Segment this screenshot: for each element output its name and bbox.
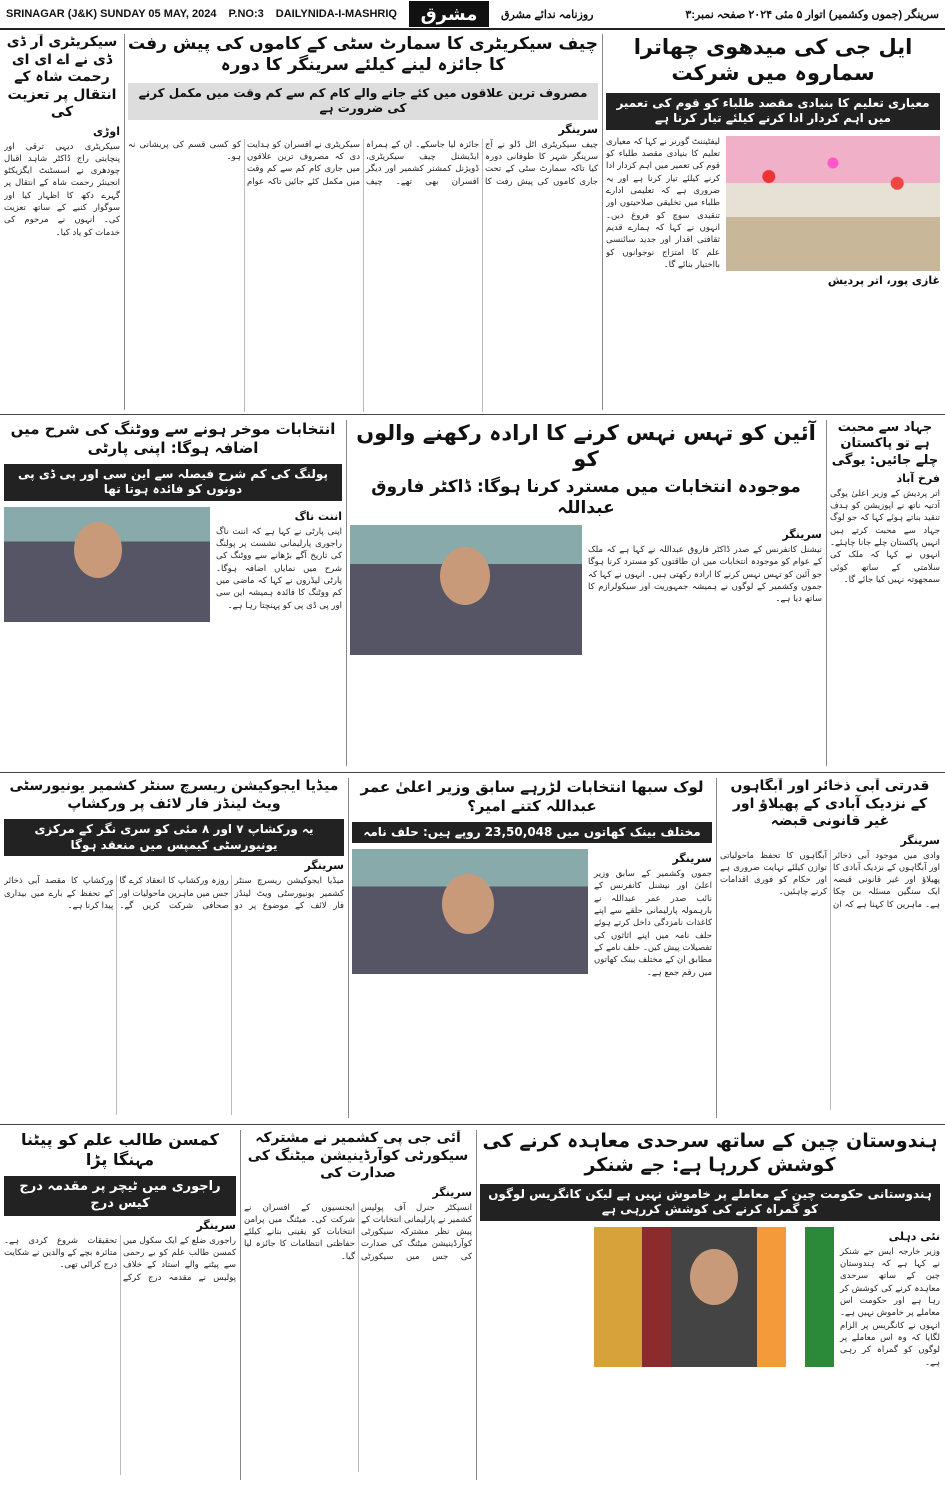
article-jc-byline: نئی دہلی: [888, 1229, 940, 1243]
article-sec-body: سیکریٹری دیہی ترقی اور پنچایتی راج ڈاکٹر شاہد اقبال چودھری نے اسسٹنٹ ایگزیکٹو انجینئر رحمت شاہ کے انتقال پر گہرے دکھ کا اظہار کیا اور سوگوار کنبے کے ساتھ تعزیت کی۔ انہوں نے مرحوم کی خدمات کو یاد کیا۔: [4, 141, 120, 238]
row-divider: [0, 414, 945, 415]
article-jc-photo: [594, 1227, 834, 1367]
divider: [240, 1130, 241, 1480]
article-el-headline: انتخابات موخر ہونے سے ووٹنگ کی شرح میں اضافہ ہوگا: اپنی پارٹی: [10, 420, 336, 457]
article-cs-headline: چیف سیکریٹری کا سمارٹ سٹی کے کاموں کی پیش رفت کا جائزہ لینے کیلئے سرینگر کا دورہ: [128, 34, 598, 76]
article-oa: [352, 778, 712, 1120]
article-mw-byline: سرینگر: [304, 859, 344, 873]
article-fa-headline: آئین کو تہس نہس کرنے کا ارادہ رکھنے والوں کو: [356, 421, 816, 472]
article-ig-headline: آئی جی پی کشمیر نے مشترکہ سیکورٹی کوآرڈینیشن میٹنگ کی صدارت کی: [247, 1130, 469, 1181]
article-el-photo: [4, 507, 210, 622]
article-cs-subheadline: مصروف ترین علاقوں میں کئے جانے والے کام کم سے کم وقت میں مکمل کرنے کی ضرورت ہے: [128, 83, 598, 120]
article-lg-subheadline: معیاری تعلیم کا بنیادی مقصد طلباء کو قوم کی تعمیر میں اہم کردار ادا کرنے کیلئے تیار کرنا ہے: [606, 93, 940, 130]
article-jh-body: اتر پردیش کے وزیر اعلیٰ یوگی آدتیہ ناتھ نے اپوزیشن کو ہدف تنقید بناتے ہوئے کہا کہ جو لوگ جہاد سے محبت کرتے ہیں انہیں پاکستان چلے جانا چاہئے۔ انہوں نے کہا کہ ملک کی سلامتی کے ساتھ کوئی سمجھوتہ نہیں کیا جائے گا۔: [830, 488, 940, 585]
article-lg-headline: ایل جی کی میدھوی چھاترا سماروہ میں شرکت: [633, 35, 913, 86]
article-cs-body: چیف سیکریٹری اٹل ڈلو نے آج سرینگر شہر کا طوفانی دورہ کیا تاکہ سمارٹ سٹی کے تحت جاری کاموں کی پیش رفت کا جائزہ لیا جاسکے۔ ان کے ہمراہ ایڈیشنل چیف سیکریٹری، ڈویژنل کمشنر کشمیر اور دیگر افسران بھی تھے۔ چیف سیکریٹری نے افسران کو ہدایت دی کہ مصروف ترین علاقوں میں جاری کام کم سے کم وقت میں مکمل کئے جائیں تاکہ عوام کو کسی قسم کی پریشانی نہ ہو۔: [128, 139, 598, 187]
divider: [348, 778, 349, 1118]
article-lg-body: لیفٹیننٹ گورنر نے کہا کہ معیاری تعلیم کا بنیادی مقصد طلباء کو قوم کی تعمیر میں اہم کردار ادا کرنے کیلئے تیار کرنا ہے اور یہ ضروری ہے کہ تعلیمی ادارے طلباء میں تخلیقی صلاحیتوں اور تنقیدی سوچ کو فروغ دیں۔ انہوں نے کہا کہ ہمارے قدیم ثقافتی اقدار اور جدید سائنسی علم کا امتزاج نوجوانوں کو بااختیار بنائے گا۔: [606, 136, 720, 270]
article-jh-byline: فرخ آباد: [896, 471, 940, 485]
paper-logo: مشرق: [409, 1, 489, 27]
article-fa-photo: [350, 525, 582, 655]
article-oa-subheadline: مختلف بینک کھاتوں میں 23,50,048 روپے ہیں: حلف نامہ: [352, 822, 712, 844]
masthead-paper-name: DAILYNIDA-I-MASHRIQ: [275, 8, 397, 20]
article-ks-body: راجوری ضلع کے ایک سکول میں کمسن طالب علم کو بے رحمی سے پیٹنے والے استاد کے خلاف پولیس نے مقدمہ درج کرکے تحقیقات شروع کردی ہے۔ متاثرہ بچے کے والدین نے شکایت درج کرائی تھی۔: [4, 1235, 236, 1283]
article-el-body: اپنی پارٹی نے کہا ہے کہ اننت ناگ راجوری پارلیمانی نشست پر پولنگ کی تاریخ آگے بڑھانے سے ووٹنگ کی شرح میں نمایاں اضافہ ہوگا۔ پارٹی لیڈروں نے کہا کہ ماضی میں کم ووٹنگ کا فائدہ ہمیشہ این سی اور پی ڈی پی کو پہنچتا رہا ہے۔: [216, 526, 342, 611]
article-mw-headline: میڈیا ایجوکیشن ریسرچ سنٹر کشمیر یونیورسٹی ویٹ لینڈز فار لائف پر ورکشاپ: [9, 778, 339, 812]
article-jc-body: وزیر خارجہ ایس جے شنکر نے کہا ہے کہ ہندوستان چین کے ساتھ سرحدی معاہدہ کرنے کی کوشش کر رہا ہے اور حکومت اس معاملے پر خاموش نہیں ہے۔ انہوں نے کانگریس پر الزام لگایا کہ وہ اس معاملے پر لوگوں کو گمراہ کر رہی ہے۔: [840, 1246, 940, 1368]
article-fa-body: نیشنل کانفرنس کے صدر ڈاکٹر فاروق عبداللہ نے کہا ہے کہ ملک کے عوام کو موجودہ انتخابات میں ان طاقتوں کو مسترد کرنا ہوگا جو آئین کو تہس نہس کرنے کا ارادہ رکھتی ہیں۔ انہوں نے کہا کہ جموں وکشمیر کے لوگوں نے ہمیشہ جمہوریت اور سیکولرازم کا ساتھ دیا ہے۔: [588, 545, 822, 605]
article-sec-headline: سیکریٹری آر ڈی ڈی نے اے ای ای رحمت شاہ کے انتقال پر تعزیت کی: [6, 34, 118, 120]
article-mw-subheadline: یہ ورکشاپ ۷ اور ۸ مئی کو سری نگر کے مرکزی یونیورسٹی کیمپس میں منعقد ہوگا: [4, 819, 344, 856]
article-lg: [606, 34, 940, 412]
row-divider: [0, 1124, 945, 1125]
article-oa-body: جموں وکشمیر کے سابق وزیر اعلیٰ اور نیشنل کانفرنس کے نائب صدر عمر عبداللہ نے بارہمولہ پارلیمانی حلقے سے اپنے کاغذات نامزدگی داخل کرتے ہوئے حلف نامہ میں اپنے اثاثوں کی تفصیلات پیش کیں۔ حلف نامے کے مطابق ان کے مختلف بینک کھاتوں میں رقم جمع ہے۔: [594, 869, 712, 978]
article-fa-subheadline: موجودہ انتخابات میں مسترد کرنا ہوگا: ڈاکٹر فاروق عبداللہ: [371, 476, 801, 518]
article-el-subheadline: پولنگ کی کم شرح فیصلہ سے این سی اور پی ڈی پی دونوں کو فائدہ ہوتا تھا: [4, 464, 342, 501]
article-wl-body: وادی میں موجود آبی ذخائر اور آبگاہوں کے نزدیک آبادی کا پھیلاؤ اور غیر قانونی قبضہ ایک سنگین مسئلہ بن چکا ہے۔ ماہرین کا کہنا ہے کہ ان آبگاہوں کا تحفظ ماحولیاتی توازن کیلئے نہایت ضروری ہے اور حکام کو فوری اقدامات کرنے چاہئیں۔: [720, 850, 940, 910]
article-ks-subheadline: راجوری میں ٹیچر پر مقدمہ درج کیس درج: [4, 1176, 236, 1216]
article-oa-byline: سرینگر: [672, 852, 712, 866]
article-cs: [128, 34, 598, 412]
divider: [716, 778, 717, 1118]
article-lg-byline: غازی پور، اتر پردیش: [827, 273, 940, 287]
divider: [124, 34, 125, 410]
article-ks-headline: کمسن طالب علم کو پیٹنا مہنگا پڑا: [21, 1130, 219, 1169]
article-el: [4, 420, 342, 768]
masthead-page-no: P.NO:3: [228, 8, 264, 20]
article-sec: [4, 34, 120, 412]
article-mw-body: میڈیا ایجوکیشن ریسرچ سنٹر کشمیر یونیورسٹی ویٹ لینڈز فار لائف کے موضوع پر دو روزہ ورکشاپ کا انعقاد کرے گا جس میں ماہرین ماحولیات اور صحافی شرکت کریں گے۔ ورکشاپ کا مقصد آبی ذخائر کے تحفظ کے بارے میں بیداری پیدا کرنا ہے۔: [4, 876, 344, 911]
article-jh-headline: جہاد سے محبت ہے تو پاکستان چلے جائیں: یوگی: [831, 420, 939, 468]
article-wl-byline: سرینگر: [900, 833, 940, 847]
masthead-urdu-date: سرینگر (جموں وکشمیر) اتوار ۵ مئی ۲۰۲۴ صفحہ نمبر:۳: [685, 8, 939, 21]
divider: [476, 1130, 477, 1480]
article-ig-body: انسپکٹر جنرل آف پولیس کشمیر نے پارلیمانی انتخابات کے پیش نظر مشترکہ سیکورٹی کوآرڈینیشن میٹنگ کی صدارت کی جس میں سیکورٹی ایجنسیوں کے افسران نے شرکت کی۔ میٹنگ میں پرامن انتخابات کو یقینی بنانے کیلئے حفاظتی انتظامات کا جائزہ لیا گیا۔: [244, 1202, 472, 1262]
article-wl-headline: قدرتی آبی ذخائر اور آبگاہوں کے نزدیک آبادی کے پھیلاؤ اور غیر قانونی قبضہ: [730, 778, 930, 829]
divider: [602, 34, 603, 410]
article-fa-byline: سرینگر: [782, 528, 822, 541]
article-fa: [350, 420, 822, 768]
article-el-byline: اننت ناگ: [294, 509, 342, 523]
article-ig: [244, 1130, 472, 1482]
article-jc: [480, 1130, 940, 1482]
article-cs-byline: سرینگر: [558, 122, 598, 136]
article-ig-byline: سرینگر: [432, 1185, 472, 1199]
article-lg-photo: [726, 136, 940, 271]
masthead-urdu-paper: روزنامہ ندائے مشرق: [500, 8, 594, 21]
article-jh: [830, 420, 940, 768]
masthead-location-date: SRINAGAR (J&K) SUNDAY 05 MAY, 2024: [6, 8, 217, 20]
article-ks: [4, 1130, 236, 1482]
divider: [826, 420, 827, 766]
article-oa-photo: [352, 849, 588, 974]
article-wl: [720, 778, 940, 1120]
article-jc-subheadline: ہندوستانی حکومت چین کے معاملے پر خاموش نہیں ہے لیکن کانگریس لوگوں کو گمراہ کرنے کی کوشش کررہی ہے: [480, 1184, 940, 1221]
masthead: [0, 0, 945, 30]
article-jc-headline: ہندوستان چین کے ساتھ سرحدی معاہدہ کرنے کی کوشش کررہا ہے: جے شنکر: [482, 1130, 938, 1176]
article-oa-headline: لوک سبھا انتخابات لڑرہے سابق وزیر اعلیٰ عمر عبداللہ کتنے امیر؟: [360, 778, 704, 815]
divider: [346, 420, 347, 766]
article-sec-byline: اوڑی: [92, 124, 120, 138]
article-ks-byline: سرینگر: [196, 1218, 236, 1232]
article-mw: [4, 778, 344, 1120]
row-divider: [0, 772, 945, 773]
